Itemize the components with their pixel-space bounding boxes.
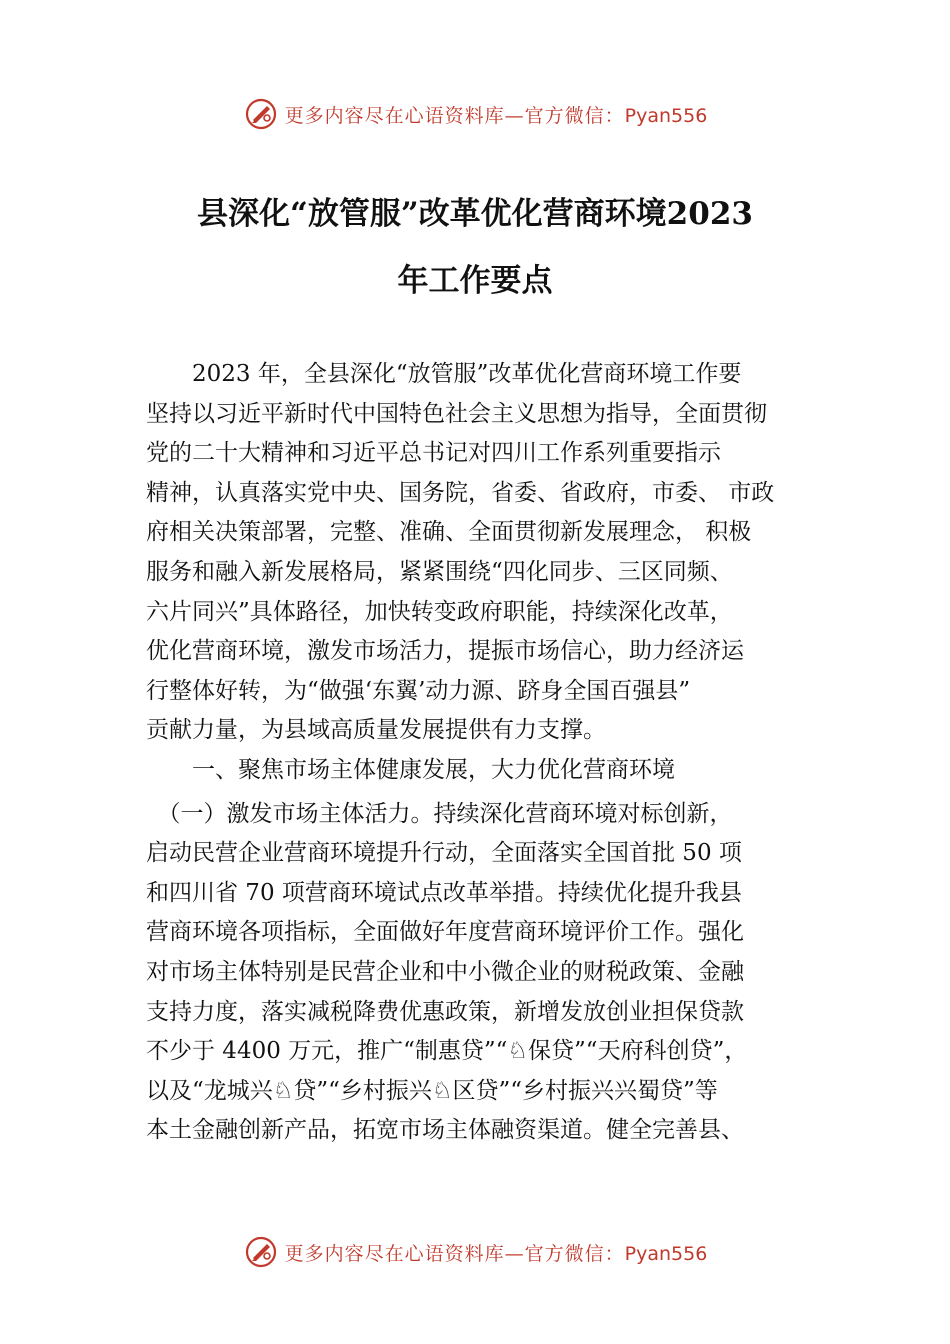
brand-logo-icon (243, 1234, 279, 1270)
body-line: 启动民营企业营商环境提升行动，全面落实全国首批 50 项 (146, 840, 742, 867)
body-line: 精神，认真落实党中央、国务院，省委、省政府，市委、 市政 (146, 479, 775, 506)
body-line: 党的二十大精神和习近平总书记对四川工作系列重要指示 (146, 440, 721, 467)
footer-banner-text: 更多内容尽在心语资料库—官方微信：Pyan556 (284, 1242, 708, 1265)
body-line: 贡献力量，为县域高质量发展提供有力支撑。 (146, 717, 606, 744)
document-title-line-1: 县深化“放管服”改革优化营商环境2023 (197, 196, 753, 232)
body-line: 2023 年，全县深化“放管服”改革优化营商环境工作要 (146, 361, 742, 387)
footer-wechat-id: Pyan556 (624, 1242, 708, 1265)
body-line: 和四川省 70 项营商环境试点改革举措。持续优化提升我县 (146, 879, 742, 906)
body-line: 本土金融创新产品，拓宽市场主体融资渠道。健全完善县、 (146, 1117, 744, 1144)
body-line: 六片同兴”具体路径，加快转变政府职能，持续深化改革， (146, 598, 733, 625)
document-body (146, 355, 818, 1151)
footer-banner (0, 1232, 950, 1272)
body-line: 府相关决策部署，完整、准确、全面贯彻新发展理念， 积极 (146, 519, 752, 546)
body-line: 以及“龙城兴♘贷”“乡村振兴♘区贷”“乡村振兴兴蜀贷”等 (146, 1077, 718, 1104)
body-line: 坚持以习近平新时代中国特色社会主义思想为指导，全面贯彻 (146, 400, 767, 427)
body-line: 服务和融入新发展格局，紧紧围绕“四化同步、三区同频、 (146, 558, 733, 585)
brand-logo-icon (243, 96, 279, 132)
document-title-line-2: 年工作要点 (397, 263, 553, 299)
body-line: 优化营商环境，激发市场活力，提振市场信心，助力经济运 (146, 638, 744, 665)
header-banner-text: 更多内容尽在心语资料库—官方微信：Pyan556 (284, 104, 708, 127)
body-line: 行整体好转，为“做强‘东翼’动力源、跻身全国百强县” (146, 677, 691, 704)
body-line: 支持力度，落实减税降费优惠政策，新增发放创业担保贷款 (146, 998, 744, 1025)
body-line: 营商环境各项指标，全面做好年度营商环境评价工作。强化 (146, 919, 744, 946)
body-line: 对市场主体特别是民营企业和中小微企业的财税政策、金融 (146, 958, 744, 985)
section-heading: 一、聚焦市场主体健康发展，大力优化营商环境 (146, 756, 675, 783)
body-line: 不少于 4400 万元，推广“制惠贷”“♘保贷”“天府科创贷”， (146, 1038, 748, 1065)
header-wechat-id: Pyan556 (624, 104, 708, 127)
header-banner (0, 94, 950, 134)
subsection-heading-line: （一）激发市场主体活力。持续深化营商环境对标创新， (146, 800, 733, 827)
